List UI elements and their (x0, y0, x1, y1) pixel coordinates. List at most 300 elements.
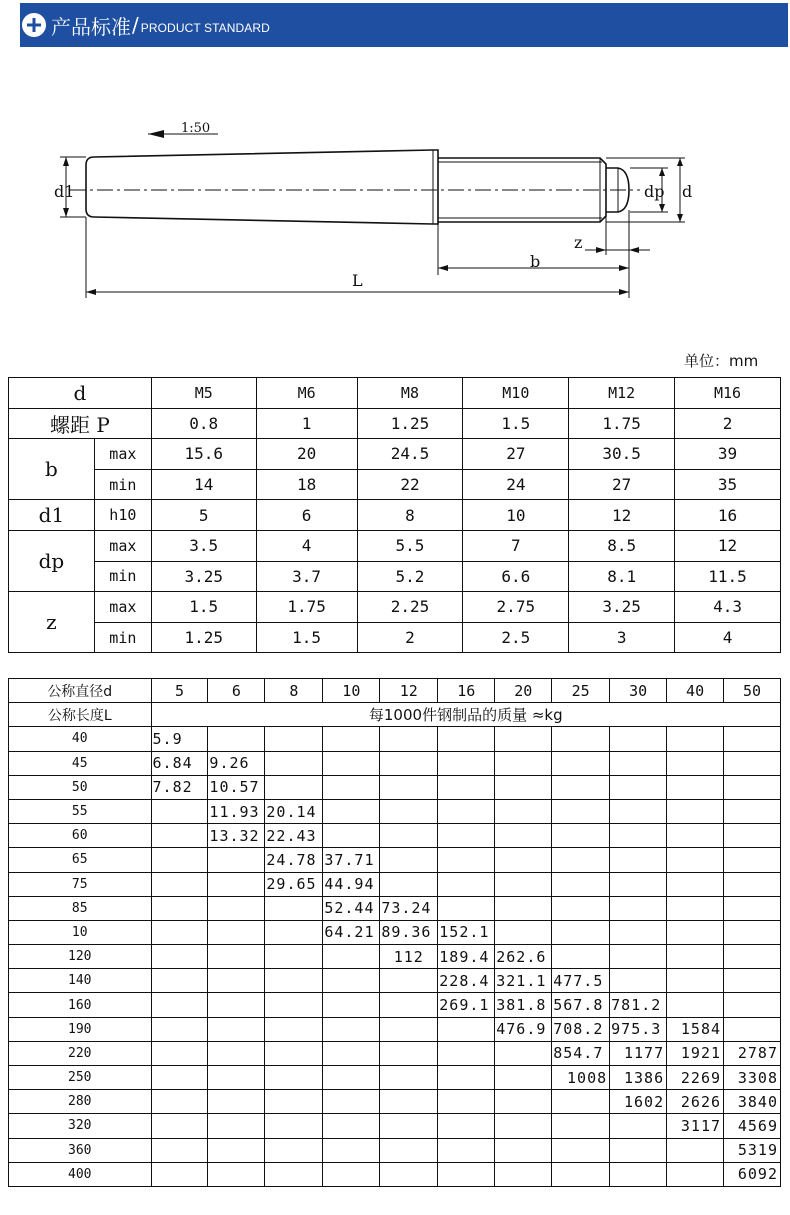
mass-value-cell (265, 1162, 323, 1186)
table-row (9, 775, 781, 799)
value-cell: 4.3 (675, 592, 781, 623)
mass-value-cell (610, 1114, 667, 1138)
value-cell: 5.5 (357, 530, 463, 561)
dp-label: dp (644, 182, 665, 201)
value-cell: 6 (256, 500, 357, 531)
value-cell: 20 (256, 439, 357, 470)
mass-value-cell: 29.65 (265, 872, 323, 896)
value-cell: 2.5 (463, 622, 569, 653)
mass-value-cell (380, 872, 438, 896)
mass-value-cell (265, 1114, 323, 1138)
mass-value-cell (151, 872, 208, 896)
plus-circle-icon (22, 13, 46, 37)
mass-value-cell (495, 1041, 552, 1065)
mass-value-cell: 3308 (724, 1066, 781, 1090)
length-cell: 360 (9, 1138, 152, 1162)
mass-value-cell (667, 920, 724, 944)
mass-table (8, 678, 781, 1187)
d1-label: d1 (54, 182, 75, 201)
value-cell: 1.25 (357, 408, 463, 439)
mass-value-cell (552, 824, 610, 848)
mass-value-cell: 89.36 (380, 920, 438, 944)
length-cell: 50 (9, 775, 152, 799)
mass-value-cell (151, 1066, 208, 1090)
value-cell: 3.7 (256, 561, 357, 592)
value-cell: 5 (151, 500, 256, 531)
value-cell: 39 (675, 439, 781, 470)
mass-value-cell (380, 799, 438, 823)
mass-value-cell (438, 872, 495, 896)
value-cell: 1.5 (463, 408, 569, 439)
mass-value-cell: 6.84 (151, 751, 208, 775)
mass-value-cell (724, 751, 781, 775)
mass-value-cell (495, 727, 552, 751)
mass-value-cell: 10.57 (208, 775, 265, 799)
mass-value-cell: 4569 (724, 1114, 781, 1138)
mass-value-cell (151, 1138, 208, 1162)
mass-value-cell: 7.82 (151, 775, 208, 799)
mass-value-cell (151, 824, 208, 848)
table-row (9, 1114, 781, 1138)
mass-header-row (9, 679, 781, 703)
mass-value-cell (438, 1017, 495, 1041)
mass-value-cell: 152.1 (438, 920, 495, 944)
mass-value-cell (265, 751, 323, 775)
mass-value-cell (438, 751, 495, 775)
value-cell: 1.75 (569, 408, 675, 439)
mass-value-cell: 189.4 (438, 945, 495, 969)
mass-value-cell: 5319 (724, 1138, 781, 1162)
length-cell: 75 (9, 872, 152, 896)
mass-value-cell (151, 1090, 208, 1114)
length-cell: 140 (9, 969, 152, 993)
mass-value-cell (208, 1138, 265, 1162)
mass-value-cell (380, 824, 438, 848)
mass-value-cell (208, 727, 265, 751)
mass-value-cell (610, 920, 667, 944)
table-row (9, 751, 781, 775)
mass-value-cell (495, 824, 552, 848)
mass-value-cell (323, 824, 380, 848)
length-cell: 320 (9, 1114, 152, 1138)
length-cell: 65 (9, 848, 152, 872)
length-cell: 400 (9, 1162, 152, 1186)
mass-value-cell: 567.8 (552, 993, 610, 1017)
mass-value-cell (724, 872, 781, 896)
mass-value-cell (438, 824, 495, 848)
value-cell: 27 (463, 439, 569, 470)
mass-value-cell (610, 727, 667, 751)
mass-value-cell (265, 945, 323, 969)
value-cell: 2 (357, 622, 463, 653)
d1-label-cell: d1 (9, 500, 95, 531)
mass-value-cell (265, 896, 323, 920)
mass-value-cell (208, 945, 265, 969)
table-row (9, 896, 781, 920)
max-label: max (94, 439, 151, 470)
mass-value-cell (438, 799, 495, 823)
product-drawing (40, 110, 720, 310)
mass-value-cell (495, 848, 552, 872)
mass-value-cell (495, 775, 552, 799)
mass-value-cell (724, 824, 781, 848)
mass-value-cell (610, 969, 667, 993)
table-row (9, 727, 781, 751)
mass-value-cell (724, 920, 781, 944)
mass-value-cell (438, 1138, 495, 1162)
mass-value-cell (208, 848, 265, 872)
table-row (9, 993, 781, 1017)
length-cell: 45 (9, 751, 152, 775)
unit-label: 单位：mm (684, 352, 759, 370)
spec-row-dp-min (9, 561, 781, 592)
mass-value-cell: 321.1 (495, 969, 552, 993)
mass-value-cell (208, 1017, 265, 1041)
mass-value-cell (667, 993, 724, 1017)
b-label-cell: b (9, 439, 95, 500)
mass-value-cell (495, 799, 552, 823)
mass-value-cell (380, 1066, 438, 1090)
max-label: max (94, 592, 151, 623)
dia-cell: 30 (610, 679, 667, 703)
mass-value-cell: 708.2 (552, 1017, 610, 1041)
length-cell: 10 (9, 920, 152, 944)
mass-value-cell (610, 751, 667, 775)
mass-value-cell (151, 1162, 208, 1186)
mass-value-cell (724, 799, 781, 823)
mass-value-cell (610, 775, 667, 799)
mass-value-cell: 476.9 (495, 1017, 552, 1041)
mass-value-cell (552, 751, 610, 775)
value-cell: 18 (256, 469, 357, 500)
mass-value-cell (265, 775, 323, 799)
mass-value-cell (495, 872, 552, 896)
mass-value-cell (151, 945, 208, 969)
mass-value-cell (610, 1162, 667, 1186)
mass-value-cell: 477.5 (552, 969, 610, 993)
mass-value-cell (552, 848, 610, 872)
mass-value-cell (208, 872, 265, 896)
mass-value-cell (323, 1066, 380, 1090)
mass-value-cell (495, 1090, 552, 1114)
z-label: z (574, 233, 583, 252)
length-cell: 40 (9, 727, 152, 751)
mass-value-cell: 781.2 (610, 993, 667, 1017)
value-cell: 2.25 (357, 592, 463, 623)
mass-value-cell (667, 969, 724, 993)
mass-value-cell (552, 896, 610, 920)
mass-value-cell (552, 775, 610, 799)
d-label: d (682, 182, 693, 201)
mass-value-cell (495, 1138, 552, 1162)
mass-value-cell (323, 1041, 380, 1065)
value-cell: 2 (675, 408, 781, 439)
mass-value-cell (667, 1138, 724, 1162)
length-cell: 250 (9, 1066, 152, 1090)
mass-value-cell: 3840 (724, 1090, 781, 1114)
value-cell: 7 (463, 530, 569, 561)
mass-value-cell (265, 1066, 323, 1090)
mass-value-cell (724, 727, 781, 751)
mass-value-cell (495, 920, 552, 944)
mass-value-cell (552, 1138, 610, 1162)
value-cell: 1.75 (256, 592, 357, 623)
mass-value-cell (667, 727, 724, 751)
mass-value-cell (610, 945, 667, 969)
length-cell: 55 (9, 799, 152, 823)
mass-value-cell: 24.78 (265, 848, 323, 872)
dia-cell: 5 (151, 679, 208, 703)
mass-value-cell (610, 896, 667, 920)
mass-value-cell (610, 872, 667, 896)
mass-value-cell (323, 945, 380, 969)
size-cell: M12 (569, 378, 675, 409)
max-label: max (94, 530, 151, 561)
value-cell: 0.8 (151, 408, 256, 439)
value-cell: 27 (569, 469, 675, 500)
mass-value-cell (380, 969, 438, 993)
mass-value-cell (323, 969, 380, 993)
mass-value-cell (610, 799, 667, 823)
mass-value-cell (151, 1114, 208, 1138)
value-cell: 12 (675, 530, 781, 561)
mass-value-cell (323, 993, 380, 1017)
mass-value-cell: 20.14 (265, 799, 323, 823)
mass-value-cell (438, 775, 495, 799)
section-header (20, 3, 788, 47)
mass-value-cell (495, 751, 552, 775)
mass-value-cell (438, 727, 495, 751)
mass-value-cell (438, 1162, 495, 1186)
mass-value-cell (438, 1066, 495, 1090)
mass-value-cell (724, 993, 781, 1017)
mass-note-row (9, 703, 781, 727)
mass-value-cell (265, 1138, 323, 1162)
dia-cell: 16 (438, 679, 495, 703)
mass-value-cell (380, 1090, 438, 1114)
length-cell: 280 (9, 1090, 152, 1114)
spec-row-z-max (9, 592, 781, 623)
mass-value-cell (380, 727, 438, 751)
dia-cell: 25 (552, 679, 610, 703)
mass-value-cell (208, 993, 265, 1017)
value-cell: 3.25 (569, 592, 675, 623)
value-cell: 10 (463, 500, 569, 531)
mass-value-cell: 854.7 (552, 1041, 610, 1065)
h10-label: h10 (94, 500, 151, 531)
mass-note: 每1000件钢制品的质量 ≈kg (151, 703, 780, 727)
mass-value-cell (151, 848, 208, 872)
mass-value-cell (667, 824, 724, 848)
table-row (9, 799, 781, 823)
value-cell: 8 (357, 500, 463, 531)
mass-value-cell (323, 1138, 380, 1162)
mass-value-cell: 73.24 (380, 896, 438, 920)
length-cell: 220 (9, 1041, 152, 1065)
mass-value-cell (265, 1041, 323, 1065)
mass-value-cell (667, 799, 724, 823)
mass-value-cell (208, 896, 265, 920)
value-cell: 4 (256, 530, 357, 561)
mass-value-cell (380, 1162, 438, 1186)
table-row (9, 945, 781, 969)
mass-value-cell (667, 775, 724, 799)
value-cell: 1 (256, 408, 357, 439)
mass-value-cell: 1177 (610, 1041, 667, 1065)
dia-cell: 8 (265, 679, 323, 703)
length-cell: 120 (9, 945, 152, 969)
value-cell: 6.6 (463, 561, 569, 592)
mass-value-cell (380, 1114, 438, 1138)
mass-value-cell (667, 751, 724, 775)
value-cell: 3 (569, 622, 675, 653)
mass-value-cell (380, 1041, 438, 1065)
mass-value-cell (552, 799, 610, 823)
mass-value-cell (151, 896, 208, 920)
mass-value-cell: 52.44 (323, 896, 380, 920)
mass-value-cell: 9.26 (208, 751, 265, 775)
dia-cell: 20 (495, 679, 552, 703)
mass-value-cell (667, 1162, 724, 1186)
value-cell: 8.5 (569, 530, 675, 561)
value-cell: 30.5 (569, 439, 675, 470)
mass-value-cell (552, 872, 610, 896)
value-cell: 5.2 (357, 561, 463, 592)
mass-value-cell: 5.9 (151, 727, 208, 751)
mass-value-cell (151, 920, 208, 944)
value-cell: 14 (151, 469, 256, 500)
b-label: b (530, 252, 541, 271)
table-row (9, 1090, 781, 1114)
value-cell: 35 (675, 469, 781, 500)
spec-row-b-min (9, 469, 781, 500)
header-title-cn: 产品标准 (51, 14, 131, 39)
mass-value-cell: 975.3 (610, 1017, 667, 1041)
mass-value-cell (610, 824, 667, 848)
mass-value-cell (552, 945, 610, 969)
mass-value-cell (495, 1114, 552, 1138)
mass-value-cell (380, 993, 438, 1017)
mass-value-cell (438, 1041, 495, 1065)
mass-value-cell (323, 1090, 380, 1114)
value-cell: 24 (463, 469, 569, 500)
value-cell: 15.6 (151, 439, 256, 470)
table-row (9, 848, 781, 872)
mass-value-cell: 2269 (667, 1066, 724, 1090)
value-cell: 8.1 (569, 561, 675, 592)
mass-value-cell: 381.8 (495, 993, 552, 1017)
mass-value-cell: 44.94 (323, 872, 380, 896)
table-row (9, 1041, 781, 1065)
mass-value-cell (208, 1041, 265, 1065)
mass-value-cell (208, 1162, 265, 1186)
mass-value-cell (323, 1114, 380, 1138)
mass-value-cell (265, 1090, 323, 1114)
mass-value-cell (438, 1090, 495, 1114)
mass-value-cell: 22.43 (265, 824, 323, 848)
mass-value-cell (151, 993, 208, 1017)
size-cell: M10 (463, 378, 569, 409)
mass-value-cell (208, 1090, 265, 1114)
mass-value-cell (151, 1017, 208, 1041)
mass-value-cell (265, 727, 323, 751)
mass-value-cell: 1386 (610, 1066, 667, 1090)
mass-value-cell: 3117 (667, 1114, 724, 1138)
mass-value-cell (323, 727, 380, 751)
dia-cell: 6 (208, 679, 265, 703)
value-cell: 4 (675, 622, 781, 653)
mass-value-cell: 6092 (724, 1162, 781, 1186)
table-row (9, 1017, 781, 1041)
mass-value-cell (495, 1162, 552, 1186)
mass-value-cell (724, 775, 781, 799)
length-cell: 85 (9, 896, 152, 920)
length-cell: 190 (9, 1017, 152, 1041)
mass-value-cell (724, 969, 781, 993)
mass-value-cell (208, 920, 265, 944)
mass-value-cell: 1602 (610, 1090, 667, 1114)
table-row (9, 1066, 781, 1090)
mass-value-cell (438, 848, 495, 872)
mass-value-cell (380, 848, 438, 872)
mass-value-cell: 2787 (724, 1041, 781, 1065)
value-cell: 11.5 (675, 561, 781, 592)
mass-value-cell (610, 1138, 667, 1162)
mass-value-cell (151, 969, 208, 993)
spec-row-z-min (9, 622, 781, 653)
mass-value-cell (323, 775, 380, 799)
table-row (9, 872, 781, 896)
mass-value-cell (380, 775, 438, 799)
header-slash: / (132, 13, 139, 37)
size-cell: M16 (675, 378, 781, 409)
mass-value-cell (151, 1041, 208, 1065)
d-header: d (9, 378, 152, 409)
mass-value-cell (265, 969, 323, 993)
spec-row-d1 (9, 500, 781, 531)
dia-cell: 10 (323, 679, 380, 703)
mass-value-cell (438, 1114, 495, 1138)
mass-value-cell (208, 1114, 265, 1138)
mass-value-cell: 112 (380, 945, 438, 969)
mass-value-cell (208, 1066, 265, 1090)
value-cell: 1.25 (151, 622, 256, 653)
L-label: L (352, 271, 363, 290)
value-cell: 2.75 (463, 592, 569, 623)
pitch-label: 螺距 P (9, 408, 152, 439)
mass-value-cell (495, 896, 552, 920)
mass-value-cell (380, 1017, 438, 1041)
mass-value-cell (610, 848, 667, 872)
mass-value-cell (724, 945, 781, 969)
taper-label: 1:50 (181, 121, 211, 136)
dia-cell: 50 (724, 679, 781, 703)
mass-value-cell: 2626 (667, 1090, 724, 1114)
mass-value-cell: 13.32 (208, 824, 265, 848)
len-label: 公称长度L (9, 703, 152, 727)
mass-value-cell (667, 848, 724, 872)
mass-value-cell: 262.6 (495, 945, 552, 969)
dp-label-cell: dp (9, 530, 95, 591)
mass-value-cell (151, 799, 208, 823)
mass-value-cell (323, 1162, 380, 1186)
value-cell: 3.5 (151, 530, 256, 561)
spec-row-b-max (9, 439, 781, 470)
mass-value-cell (265, 920, 323, 944)
value-cell: 1.5 (256, 622, 357, 653)
mass-value-cell (552, 727, 610, 751)
mass-value-cell (667, 945, 724, 969)
